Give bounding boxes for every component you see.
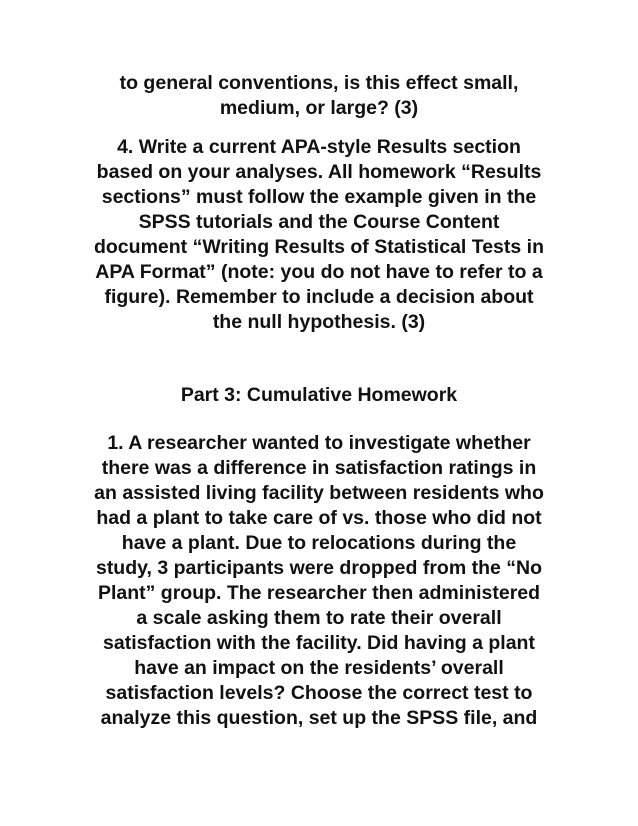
text-line: satisfaction levels? Choose the correct test to [105, 682, 533, 704]
cumulative-question-1-paragraph [60, 431, 578, 731]
text-line: analyze this question, set up the SPSS file, and [100, 707, 538, 729]
text-line: satisfaction with the facility. Did having a plant [103, 632, 535, 654]
text-line: the null hypothesis. (3) [212, 311, 426, 333]
text-line: SPSS tutorials and the Course Content [138, 211, 500, 233]
part-3-heading [60, 383, 578, 408]
text-line: figure). Remember to include a decision about [104, 286, 534, 308]
text-line: 1. A researcher wanted to investigate whether [107, 432, 531, 454]
text-line: document “Writing Results of Statistical Tests in [93, 236, 544, 258]
text-line: have a plant. Due to relocations during the [121, 532, 517, 554]
text-line: to general conventions, is this effect small, [119, 72, 519, 94]
text-line: based on your analyses. All homework “Results [96, 161, 542, 183]
text-line: Plant” group. The researcher then administered [97, 582, 541, 604]
text-line: sections” must follow the example given in the [101, 186, 537, 208]
text-line: APA Format” (note: you do not have to refer to a [95, 261, 543, 283]
question-4-paragraph [60, 135, 578, 335]
text-line: have an impact on the residents’ overall [134, 657, 504, 679]
section-heading-text: Part 3: Cumulative Homework [180, 384, 458, 406]
text-line: there was a difference in satisfaction ratings in [101, 457, 537, 479]
text-line: 4. Write a current APA-style Results section [117, 136, 521, 158]
effect-size-question-continuation [60, 71, 578, 121]
text-line: study, 3 participants were dropped from the “No [95, 557, 543, 579]
text-line: had a plant to take care of vs. those who did not [96, 507, 542, 529]
text-line: an assisted living facility between residents who [94, 482, 544, 504]
text-line: medium, or large? (3) [219, 97, 419, 119]
text-line: a scale asking them to rate their overall [136, 607, 502, 629]
